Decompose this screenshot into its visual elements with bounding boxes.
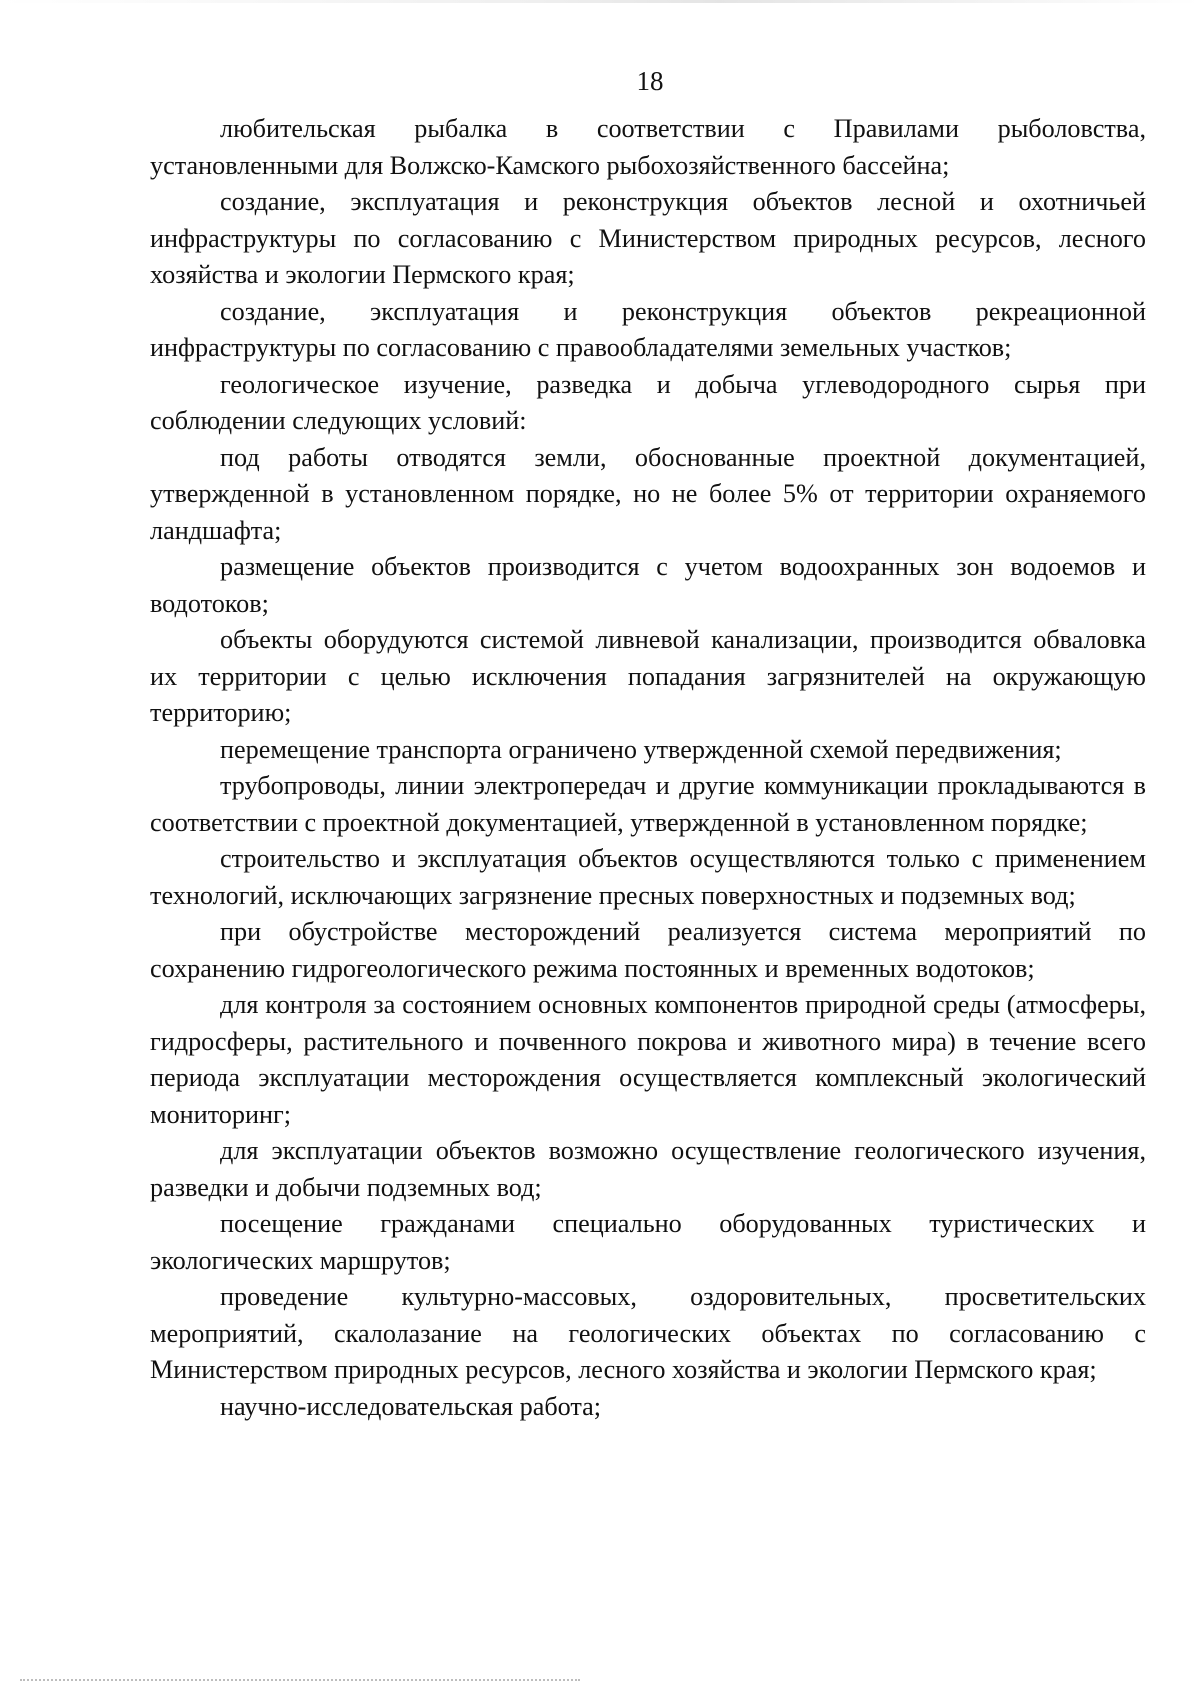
paragraph-land-allocation: под работы отводятся земли, обоснованные проектной документацией, утвержденной в установленном порядке, но не более 5% от территории охраняемого ландшафта; — [150, 442, 1146, 545]
paragraph-tourist-routes: посещение гражданами специально оборудованных туристических и экологических маршрутов; — [150, 1209, 1146, 1275]
paragraph-recreational-infrastructure: создание, эксплуатация и реконструкция объектов рекреационной инфраструктуры по согласованию с правообладателями земельных участков; — [150, 296, 1146, 362]
paragraph-research-work: научно-исследовательская работа; — [220, 1391, 602, 1421]
paragraph-groundwater: для эксплуатации объектов возможно осуществление геологического изучения, разведки и добычи подземных вод; — [150, 1136, 1146, 1202]
paragraph-environmental-monitoring: для контроля за состоянием основных компонентов природной среды (атмосферы, гидросферы, растительного и почвенного покрова и животного мира) в течение всего периода эксплуатации месторождения осуществляется комплексный экологический мониторинг; — [150, 990, 1146, 1129]
paragraph-transport-movement: перемещение транспорта ограничено утвержденной схемой передвижения; — [220, 734, 1062, 764]
paragraph-amateur-fishing: любительская рыбалка в соответствии с Правилами рыболовства, установленными для Волжско-Камского рыбохозяйственного бассейна; — [150, 114, 1146, 180]
paragraph-construction-technologies: строительство и эксплуатация объектов осуществляются только с применением технологий, исключающих загрязнение пресных поверхностных и подземных вод; — [150, 844, 1146, 910]
paragraph-hydrogeological-regime: при обустройстве месторождений реализуется система мероприятий по сохранению гидрогеологического режима постоянных и временных водотоков; — [150, 917, 1146, 983]
page-number: 18 — [636, 66, 664, 96]
paragraph-water-protection-zones: размещение объектов производится с учетом водоохранных зон водоемов и водотоков; — [150, 552, 1146, 618]
scan-edge-top — [0, 0, 1200, 3]
paragraph-storm-drainage: объекты оборудуются системой ливневой канализации, производится обваловка их территории с целью исключения попадания загрязнителей на окружающую территорию; — [150, 625, 1146, 727]
paragraph-pipelines: трубопроводы, линии электропередач и другие коммуникации прокладываются в соответствии с проектной документацией, утвержденной в установленном порядке; — [150, 771, 1146, 837]
paragraph-forest-infrastructure: создание, эксплуатация и реконструкция объектов лесной и охотничьей инфраструктуры по согласованию с Министерством природных ресурсов, лесного хозяйства и экологии Пермского края; — [150, 187, 1146, 289]
scan-edge-bottom — [20, 1679, 580, 1683]
paragraph-cultural-events: проведение культурно-массовых, оздоровительных, просветительских мероприятий, скалолазание на геологических объектах по согласованию с Министерством природных ресурсов, лесного хозяйства и экологии Пермского края; — [150, 1282, 1146, 1384]
paragraph-geological-study: геологическое изучение, разведка и добыча углеводородного сырья при соблюдении следующих условий: — [150, 369, 1146, 435]
document-body — [150, 111, 1146, 1425]
